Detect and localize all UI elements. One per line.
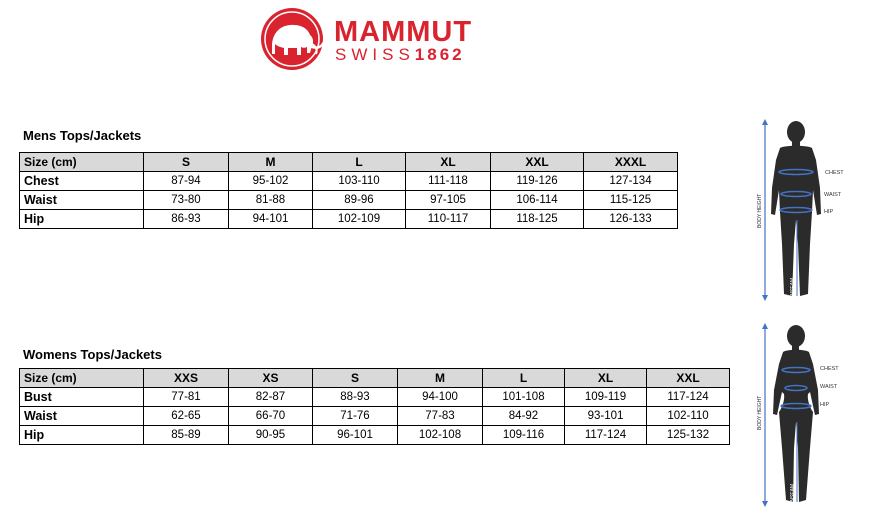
female-inseam-label: INSEAM: [790, 483, 796, 503]
womens-header-size: S: [313, 369, 398, 388]
size-cell: 71-76: [313, 407, 398, 426]
row-label: Chest: [20, 172, 144, 191]
size-cell: 84-92: [483, 407, 565, 426]
size-cell: 102-110: [647, 407, 730, 426]
size-cell: 115-125: [584, 191, 678, 210]
mens-header-size: XL: [406, 153, 491, 172]
size-cell: 94-100: [398, 388, 483, 407]
size-cell: 66-70: [229, 407, 313, 426]
size-cell: 93-101: [565, 407, 647, 426]
size-cell: 103-110: [313, 172, 406, 191]
size-cell: 125-132: [647, 426, 730, 445]
size-cell: 101-108: [483, 388, 565, 407]
row-label: Waist: [20, 191, 144, 210]
row-label: Bust: [20, 388, 144, 407]
size-cell: 111-118: [406, 172, 491, 191]
size-cell: 127-134: [584, 172, 678, 191]
brand-name: MAMMUT: [334, 16, 473, 48]
size-cell: 95-102: [229, 172, 313, 191]
size-cell: 110-117: [406, 210, 491, 229]
size-cell: 82-87: [229, 388, 313, 407]
row-label: Hip: [20, 426, 144, 445]
brand-year: 1862: [414, 45, 465, 64]
size-cell: 81-88: [229, 191, 313, 210]
mens-header-size: S: [144, 153, 229, 172]
brand-swiss: SWISS: [335, 45, 415, 64]
size-cell: 119-126: [491, 172, 584, 191]
male-measurement-figure: [750, 116, 850, 304]
table-row: [20, 191, 678, 210]
size-cell: 90-95: [229, 426, 313, 445]
female-chest-label: CHEST: [820, 366, 839, 372]
womens-header-size: M: [398, 369, 483, 388]
size-cell: 89-96: [313, 191, 406, 210]
size-cell: 62-65: [144, 407, 229, 426]
size-cell: 106-114: [491, 191, 584, 210]
womens-header-size-label: Size (cm): [20, 369, 144, 388]
mens-section-title: Mens Tops/Jackets: [23, 128, 142, 143]
mens-header-size-label: Size (cm): [20, 153, 144, 172]
size-cell: 73-80: [144, 191, 229, 210]
brand-tagline: [335, 46, 465, 63]
size-cell: 126-133: [584, 210, 678, 229]
mens-header-size: XXXL: [584, 153, 678, 172]
male-hip-label: HIP: [824, 209, 834, 215]
row-label: Waist: [20, 407, 144, 426]
womens-header-size: XL: [565, 369, 647, 388]
size-cell: 102-109: [313, 210, 406, 229]
table-row: [20, 407, 730, 426]
mens-header-size: XXL: [491, 153, 584, 172]
female-hip-label: HIP: [820, 402, 830, 408]
womens-header-size: L: [483, 369, 565, 388]
size-cell: 88-93: [313, 388, 398, 407]
male-body-height-label: BODY HEIGHT: [757, 193, 763, 228]
womens-header-size: XS: [229, 369, 313, 388]
size-cell: 117-124: [647, 388, 730, 407]
womens-header-row: [20, 369, 730, 388]
size-cell: 77-81: [144, 388, 229, 407]
size-cell: 94-101: [229, 210, 313, 229]
womens-header-size: XXS: [144, 369, 229, 388]
male-chest-label: CHEST: [825, 170, 844, 176]
female-silhouette-icon: [773, 325, 819, 502]
table-row: [20, 210, 678, 229]
mens-header-size: L: [313, 153, 406, 172]
size-cell: 109-119: [565, 388, 647, 407]
female-measurement-figure: [750, 320, 850, 510]
female-waist-label: WAIST: [820, 384, 838, 390]
table-row: [20, 388, 730, 407]
male-silhouette-icon: [771, 121, 821, 296]
female-body-height-label: BODY HEIGHT: [757, 395, 763, 430]
mammut-logo: [258, 6, 498, 72]
size-cell: 118-125: [491, 210, 584, 229]
mens-size-table: [19, 152, 678, 229]
male-waist-label: WAIST: [824, 192, 842, 198]
size-cell: 96-101: [313, 426, 398, 445]
size-cell: 109-116: [483, 426, 565, 445]
mens-header-size: M: [229, 153, 313, 172]
womens-header-size: XXL: [647, 369, 730, 388]
male-inseam-label: INSEAM: [790, 277, 796, 297]
size-cell: 77-83: [398, 407, 483, 426]
size-cell: 117-124: [565, 426, 647, 445]
size-cell: 86-93: [144, 210, 229, 229]
row-label: Hip: [20, 210, 144, 229]
mammoth-logo-icon: [258, 6, 328, 72]
size-cell: 85-89: [144, 426, 229, 445]
womens-section-title: Womens Tops/Jackets: [23, 347, 162, 362]
womens-size-table: [19, 368, 730, 445]
size-cell: 87-94: [144, 172, 229, 191]
table-row: [20, 426, 730, 445]
size-cell: 102-108: [398, 426, 483, 445]
size-cell: 97-105: [406, 191, 491, 210]
mens-header-row: [20, 153, 678, 172]
table-row: [20, 172, 678, 191]
